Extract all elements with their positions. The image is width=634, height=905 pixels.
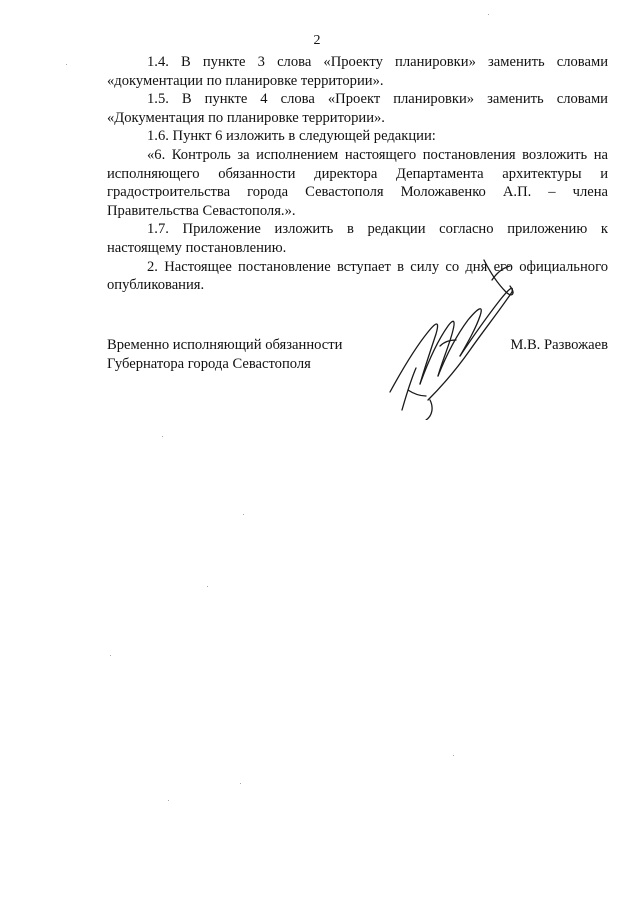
page-number: 2 — [313, 33, 321, 48]
paragraph-1-4: 1.4. В пункте 3 слова «Проекту планировки» заменить словами «документации по планировке территории». — [107, 54, 608, 89]
document-body — [107, 53, 608, 295]
scan-speck — [207, 586, 208, 587]
handwritten-signature — [380, 250, 530, 420]
scan-speck — [66, 64, 67, 65]
paragraph-1-6: 1.6. Пункт 6 изложить в следующей редакции: — [147, 128, 436, 145]
paragraph-1-7: 1.7. Приложение изложить в редакции согласно приложению к настоящему постановлению. — [107, 221, 608, 256]
signatory-title-line-1: Временно исполняющий обязанности — [107, 337, 343, 353]
paragraph-2: 2. Настоящее постановление вступает в силу со дня его официального опубликования. — [107, 258, 608, 294]
scan-speck — [110, 655, 111, 656]
scan-speck — [453, 755, 454, 756]
signatory-title-line-2: Губернатора города Севастополя — [107, 355, 311, 372]
scan-speck — [162, 436, 163, 437]
scan-speck — [243, 514, 244, 515]
scan-speck — [240, 783, 241, 784]
paragraph-quoted-item-6: «6. Контроль за исполнением настоящего постановления возложить на исполняющего обязанности директора Департамента архитектуры и градостроительства города Севастополя Моложавенко А.П. – члена Правительства Севастополя.». — [107, 146, 608, 219]
signature-block — [107, 336, 608, 373]
scan-speck — [488, 14, 489, 15]
scan-speck — [168, 800, 169, 801]
signatory-name: М.В. Развожаев — [510, 337, 608, 353]
paragraph-1-5: 1.5. В пункте 4 слова «Проект планировки» заменить словами «Документация по планировке территории». — [107, 91, 608, 126]
